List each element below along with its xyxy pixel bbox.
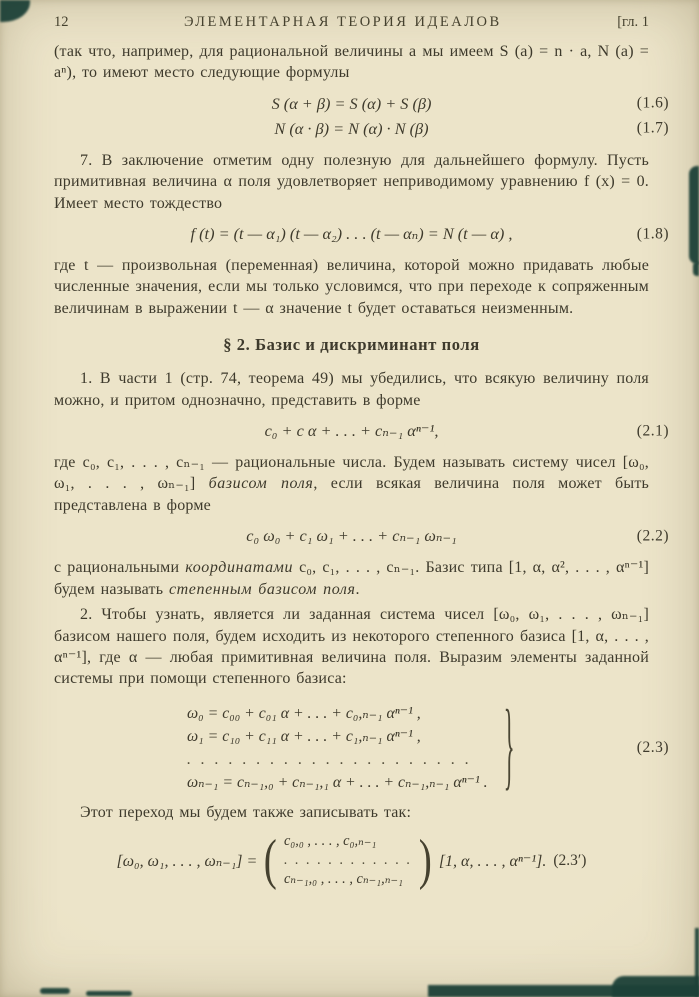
italic-term-power-basis: степенным базисом поля — [168, 580, 356, 598]
text-run: где c₀, c₁, . . . , cₙ₋₁ — рациональные числа. Будем называть систему чисел [ω₀, ω₁, . . . , ωₙ₋₁] — [54, 454, 649, 493]
equation-2-2 — [54, 523, 669, 548]
equation-2-3-prime — [54, 829, 649, 892]
matrix-ellipsis-row: . . . . . . . . . . . . — [283, 852, 413, 869]
equation-1-6 — [54, 91, 669, 116]
formula-text: c₀ ω₀ + c₁ ω₁ + . . . + cₙ₋₁ ωₙ₋₁ — [246, 526, 457, 546]
paragraph-1-section2: 1. В части 1 (стр. 74, теорема 49) мы убедились, что всякую величину поля можно, и притом однозначно, представить в форме — [54, 370, 649, 409]
coefficient-matrix — [280, 833, 416, 888]
text-run: c₀, c₁, . . . , cₙ₋₁. Базис типа [1, α, α², . . . , αⁿ⁻¹] будем называть — [54, 559, 649, 598]
equation-number: (1.8) — [636, 225, 669, 243]
equation-number: (2.1) — [636, 422, 669, 440]
equation-number: (2.3) — [636, 738, 669, 756]
right-parenthesis-icon: ) — [418, 829, 433, 892]
equation-number: (1.6) — [636, 94, 669, 112]
scan-artifact-bottom-left-1 — [40, 988, 70, 994]
formula-text: S (α + β) = S (α) + S (β) — [271, 93, 432, 113]
matrix-row-1: c₀,₀ , . . . , c₀,ₙ₋₁ — [283, 833, 377, 850]
page-header — [54, 14, 649, 31]
matrix-row-n: cₙ₋₁,₀ , . . . , cₙ₋₁,ₙ₋₁ — [283, 871, 404, 888]
equation-2-1 — [54, 418, 669, 443]
equation-number: (2.2) — [636, 527, 669, 545]
equation-2-1-block — [54, 418, 669, 443]
equation-group-1-6-1-7 — [54, 91, 669, 141]
scan-artifact-bottom-left-2 — [86, 991, 132, 996]
system-line-2: ω₁ = c₁₀ + c₁₁ α + . . . + c₁,ₙ₋₁ αⁿ⁻¹ , — [187, 727, 421, 745]
equation-1-8 — [54, 221, 669, 246]
formula-text: c₀ + c α + . . . + cₙ₋₁ αⁿ⁻¹, — [264, 421, 439, 441]
scan-artifact-right-edge-small — [693, 262, 699, 276]
system-line-1: ω₀ = c₀₀ + c₀₁ α + . . . + c₀,ₙ₋₁ αⁿ⁻¹ , — [187, 704, 421, 722]
brace-icon: } — [503, 691, 515, 801]
paragraph-where-t: где t — произвольная (переменная) величина, которой можно придавать любые численные значения, если мы только условимся, что при переходе к сопряженным величинам в выражении t — α значение t будет оставаться неизменным. — [54, 257, 649, 317]
paragraph-continuation: (так что, например, для рациональной величины a мы имеем S (a) = n · a, N (a) = aⁿ), то имеют место следующие формулы — [54, 43, 649, 82]
page-number: 12 — [54, 14, 69, 30]
system-ellipsis-row: . . . . . . . . . . . . . . . . . . . . . — [187, 750, 472, 768]
scan-artifact-right-edge — [689, 166, 699, 264]
equation-number: (1.7) — [636, 119, 669, 137]
paragraph-2-section2: 2. Чтобы узнать, является ли заданная система чисел [ω₀, ω₁, . . . , ωₙ₋₁] базисом нашего поля, будем исходить из некоторого степенного базиса [1, α, . . . , αⁿ⁻¹], где α — любая примитивная величина поля. Выразим элементы заданной системы при помощи степенного базиса: — [54, 606, 649, 688]
formula-text: f (t) = (t — α₁) (t — α₂) . . . (t — αₙ) = N (t — α) , — [190, 224, 513, 244]
italic-term-basis: базисом поля — [208, 475, 314, 493]
running-title: ЭЛЕМЕНТАРНАЯ ТЕОРИЯ ИДЕАЛОВ — [184, 14, 502, 30]
paragraph-coordinates — [54, 557, 649, 600]
scan-artifact-bottom-corner — [612, 976, 699, 997]
text-run: с рациональными — [54, 559, 186, 577]
equation-1-8-block — [54, 221, 669, 246]
paragraph-basis-definition — [54, 452, 649, 516]
text-run: . — [355, 580, 360, 598]
system-line-n: ωₙ₋₁ = cₙ₋₁,₀ + cₙ₋₁,₁ α + . . . + cₙ₋₁,ₙ₋₁ αⁿ⁻¹ . — [187, 773, 488, 791]
equation-1-7 — [54, 116, 669, 141]
section-2-heading: § 2. Базис и дискриминант поля — [223, 335, 480, 355]
matrix-right-side: [1, α, . . . , αⁿ⁻¹]. — [438, 852, 547, 870]
equation-system-2-3 — [54, 691, 669, 801]
equation-2-2-block — [54, 523, 669, 548]
paragraph-7: 7. В заключение отметим одну полезную для дальнейшего формулу. Пусть примитивная величина α поля удовлетворяет неприводимому уравнению f (x) = 0. Имеет место тождество — [54, 151, 649, 212]
equation-number: (2.3′) — [553, 851, 587, 869]
left-parenthesis-icon: ( — [264, 829, 278, 892]
chapter-reference: [гл. 1 — [617, 14, 649, 30]
page-content — [54, 14, 669, 892]
matrix-left-side: [ω₀, ω₁, . . . , ωₙ₋₁] = — [116, 852, 258, 870]
italic-term-coordinates: координатами — [185, 559, 294, 577]
formula-text: N (α · β) = N (α) · N (β) — [274, 118, 429, 138]
system-lines — [187, 702, 488, 794]
paragraph-transition: Этот переход мы будем также записывать так: — [80, 803, 412, 821]
text-run: , если всякая величина поля может быть представлена в форме — [54, 475, 650, 514]
scan-artifact-top-left — [0, 0, 30, 22]
